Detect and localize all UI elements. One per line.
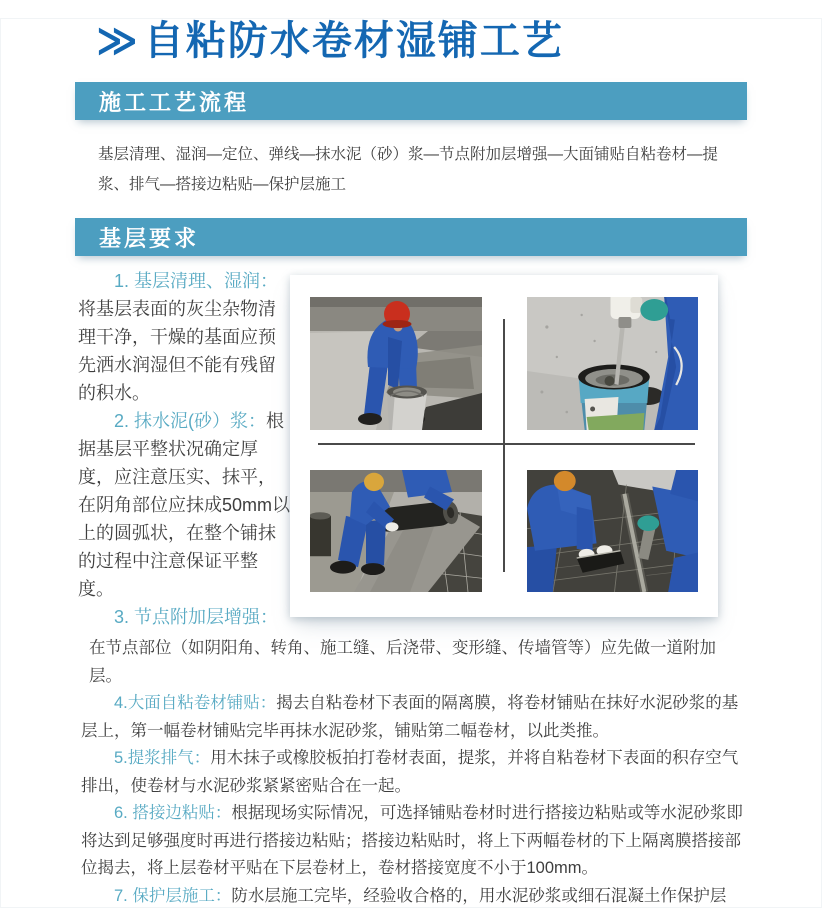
- photo-cement-slurry-mixing: [527, 297, 698, 430]
- photo-grid-vertical-divider: [503, 319, 505, 572]
- double-chevron-icon: ≫: [96, 19, 138, 63]
- requirement-item-5-text: 用木抹子或橡胶板拍打卷材表面，提浆，并将自粘卷材下表面的积存空气排出，使卷材与水泥砂浆紧紧密贴合在一起。: [81, 749, 738, 795]
- requirement-item-6-text: 根据现场实际情况，可选择铺贴卷材时进行搭接边粘贴或等水泥砂浆即将达到足够强度时再进行搭接边粘贴；搭接边粘贴时，将上下两幅卷材的下上隔离膜搭接部位揭去，将上层卷材平贴在下层卷材上，卷材搭接宽度不小于100mm。: [81, 804, 743, 877]
- requirement-item-6: [75, 800, 747, 883]
- process-flow-text: 基层清理、湿润—定位、弹线—抹水泥（砂）浆—节点附加层增强—大面铺贴自粘卷材—提浆、排气—搭接边粘贴—保护层施工: [75, 140, 747, 200]
- page-title-text: 自粘防水卷材湿铺工艺: [144, 19, 564, 63]
- requirement-item-7: [75, 883, 747, 910]
- requirement-item-2-text: 根据基层平整状况确定厚度，应注意压实、抹平，在阴角部位应抹成50mm以上的圆弧状，在整个铺抹的过程中注意保证平整度。: [78, 411, 290, 599]
- document-page: [0, 18, 822, 908]
- section-header-process-label: 施工工艺流程: [99, 86, 249, 117]
- requirement-item-5: [75, 745, 747, 800]
- photo-panel: [290, 275, 718, 617]
- photo-base-cleaning-illustration: [310, 297, 482, 430]
- requirement-item-7-text: 防水层施工完毕，经验收合格的，用水泥砂浆或细石混凝土作保护层: [231, 887, 726, 905]
- photo-membrane-rolling: [310, 470, 482, 592]
- requirement-item-3-heading: [78, 603, 290, 631]
- requirement-item-6-label: 6. 搭接边粘贴：: [114, 804, 231, 822]
- section-header-base: [75, 218, 747, 256]
- requirement-item-3-label: 3. 节点附加层增强：: [114, 607, 278, 627]
- requirement-item-4-text: 揭去自粘卷材下表面的隔离膜，将卷材铺贴在抹好水泥砂浆的基层上，第一幅卷材铺贴完毕再抹水泥砂浆，铺贴第二幅卷材，以此类推。: [81, 694, 738, 740]
- requirement-item-1-label: 1. 基层清理、湿润：: [114, 271, 278, 291]
- requirement-item-2-label: 2. 抹水泥(砂）浆：: [114, 411, 266, 431]
- base-requirements-row: [75, 267, 747, 631]
- requirements-left-column: [75, 267, 290, 631]
- photo-membrane-pressing: [527, 470, 698, 592]
- section-header-process: [75, 82, 747, 120]
- requirement-item-3-text-content: 在节点部位（如阴阳角、转角、施工缝、后浇带、变形缝、传墙管等）应先做一道附加层。: [89, 639, 716, 685]
- photo-membrane-pressing-illustration: [527, 470, 698, 592]
- photo-membrane-rolling-illustration: [310, 470, 482, 592]
- requirement-item-5-label: 5.提浆排气：: [114, 749, 210, 767]
- photo-grid-horizontal-divider: [318, 443, 695, 445]
- requirement-item-1-text: 将基层表面的灰尘杂物清理干净，干燥的基面应预先洒水润湿但不能有残留的积水。: [78, 299, 276, 403]
- requirement-item-4: [75, 690, 747, 745]
- requirement-item-4-label: 4.大面自粘卷材铺贴：: [114, 694, 276, 712]
- requirement-item-7-label: 7. 保护层施工：: [114, 887, 231, 905]
- requirement-item-1: [78, 267, 290, 407]
- requirement-item-3-text: [75, 635, 747, 690]
- photo-base-cleaning-wetting: [310, 297, 482, 430]
- photo-slurry-mixing-illustration: [527, 297, 698, 430]
- section-header-base-label: 基层要求: [99, 222, 199, 253]
- page-title: [96, 18, 747, 64]
- requirements-full-width: [75, 635, 747, 910]
- requirement-item-2: [78, 407, 290, 603]
